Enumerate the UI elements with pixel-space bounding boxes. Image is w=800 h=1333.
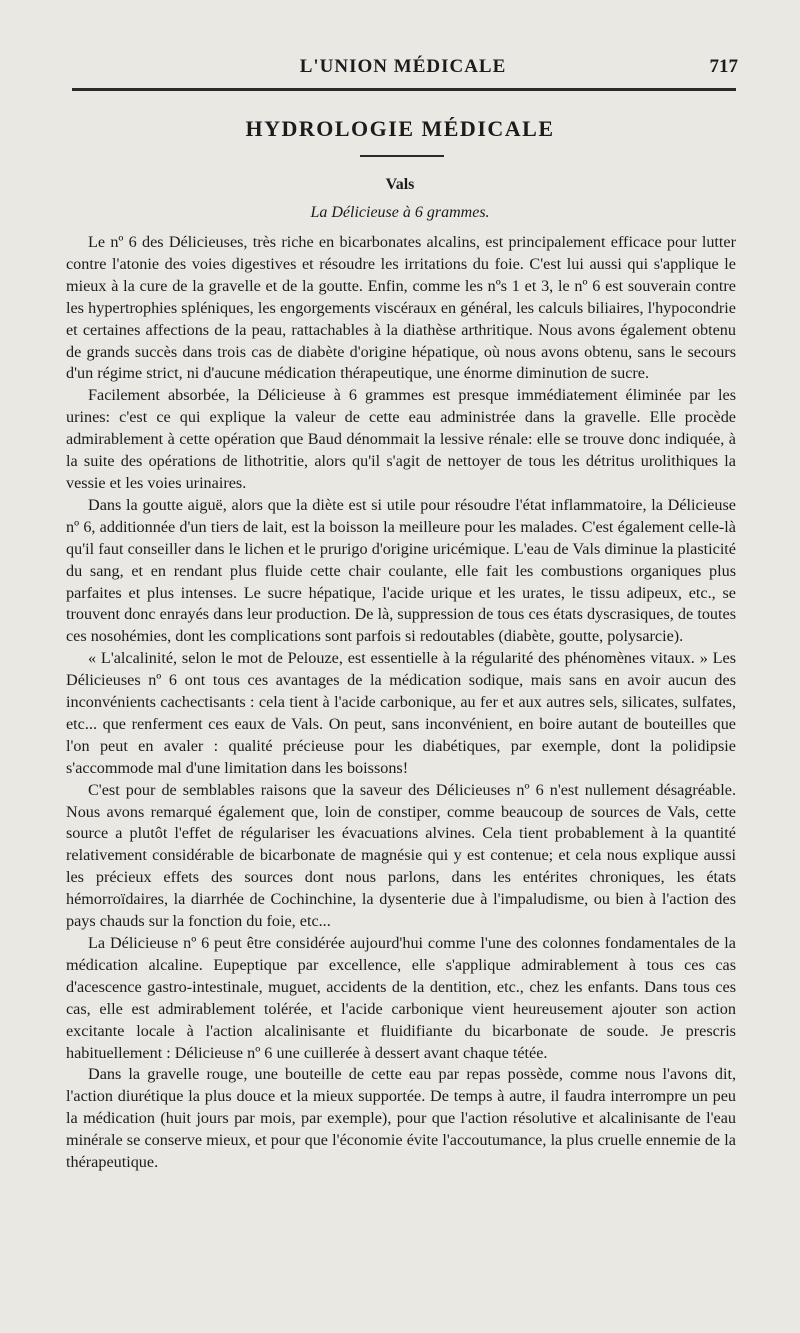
journal-title: L'UNION MÉDICALE [299, 56, 507, 77]
paragraph: Facilement absorbée, la Délicieuse à 6 grammes est presque immédiatement éliminée par les urines: c'est ce qui explique la valeur de cette eau administrée dans la gravelle. Elle procède admirablement à cette opération que Baud dénommait la lessive rénale: elle se trouve donc indiquée, à la suite des opérations de lithotritie, alors qu'il s'agit de nettoyer de tous les détritus urolithiques la vessie et les voies urinaires. [66, 386, 736, 492]
header-rule [72, 88, 736, 91]
paragraph: Dans la goutte aiguë, alors que la diète est si utile pour résoudre l'état inflammatoire, la Délicieuse nº 6, additionnée d'un tiers de lait, est la boisson la meilleure pour les malades. C'est également celle-là qu'il faut conseiller dans le lichen et le prurigo d'origine uricémique. L'eau de Vals diminue la plasticité du sang, et en rendant plus fluide cette chair coulante, elle fait les combustions organiques plus parfaites et plus intenses. Le sucre hépatique, l'acide urique et les urates, le tissu adipeux, etc., se trouvent donc enrayés dans leur production. De là, suppression de tous ces états dyscrasiques, de toutes ces nosohémies, dont les complications sont parfois si redoutables (diabète, goutte, polysarcie). [66, 495, 736, 646]
subsection-title: Vals [385, 176, 415, 193]
section-title: HYDROLOGIE MÉDICALE [245, 116, 555, 141]
running-head [68, 52, 738, 84]
page-number: 717 [709, 56, 738, 77]
paragraph: C'est pour de semblables raisons que la saveur des Délicieuses nº 6 n'est nullement désagréable. Nous avons remarqué également que, loin de constiper, comme beaucoup de sources de Vals, cette source a plutôt l'effet de régulariser les évacuations alvines. Cela tient probablement à la quantité relativement considérable de bicarbonate de magnésie qui y est contenue; et cela nous explique aussi les précieux effets des sources dont nous parlons, dans les entérites chroniques, les états hémorroïdaires, la diarrhée de Cochinchine, la dysenterie due à l'impaludisme, ou bien à l'action des pays chauds sur la fonction du foie, etc... [66, 780, 736, 931]
paragraph: Dans la gravelle rouge, une bouteille de cette eau par repas possède, comme nous l'avons dit, l'action diurétique la plus douce et la mieux supportée. De temps à autre, il faudra interrompre un peu la médication (huit jours par mois, par exemple), pour que l'action résolutive et alcalinisante de l'eau minérale se conserve mieux, et pour que l'économie évite l'accoutumance, la plus cruelle ennemie de la thérapeutique. [66, 1065, 736, 1172]
title-divider [360, 155, 444, 157]
paragraph: Le nº 6 des Délicieuses, très riche en bicarbonates alcalins, est principalement efficace pour lutter contre l'atonie des voies digestives et résoudre les irritations du foie. C'est lui aussi qui s'applique le mieux à la cure de la gravelle et de la goutte. Enfin, comme les nºs 1 et 3, le nº 6 est souverain contre les hypertrophies spléniques, les engorgements viscéraux en général, les calculs biliaires, l'hypocondrie et certaines affections de la peau, rattachables à la diathèse arthritique. Nous avons également obtenu de grands succès dans trois cas de diabète d'origine hépatique, où nous avons obtenu, sans le secours d'un régime strict, ni d'aucune médication thérapeutique, une énorme diminution de sucre. [66, 233, 736, 383]
paragraph: « L'alcalinité, selon le mot de Pelouze, est essentielle à la régularité des phénomènes vitaux. » Les Délicieuses nº 6 ont tous ces avantages de la médication sodique, mais sans en avoir aucun des inconvénients cachectisants : cela tient à l'acide carbonique, au fer et aux autres sels, silicates, sulfates, etc... que renferment ces eaux de Vals. On peut, sans inconvénient, en boire autant de bouteilles que l'on peut en avaler : qualité précieuse pour les diabétiques, par exemple, dont la polidipsie s'accommode mal d'une limitation dans les boissons! [66, 649, 736, 777]
subtitle: La Délicieuse à 6 grammes. [310, 204, 490, 221]
paragraph: La Délicieuse nº 6 peut être considérée aujourd'hui comme l'une des colonnes fondamentales de la médication alcaline. Eupeptique par excellence, elle s'applique admirablement à tous ces cas d'acescence gastro-intestinale, muguet, accidents de la dentition, etc., chez les enfants. Dans tous ces cas, elle est admirablement tolérée, et l'acide carbonique vient heureusement ajouter son action excitante locale à l'action alcalinisante et fluidifiante du bicarbonate de soude. Je prescris habituellement : Délicieuse nº 6 une cuillerée à dessert avant chaque tétée. [66, 934, 736, 1062]
article-body [66, 232, 736, 1174]
